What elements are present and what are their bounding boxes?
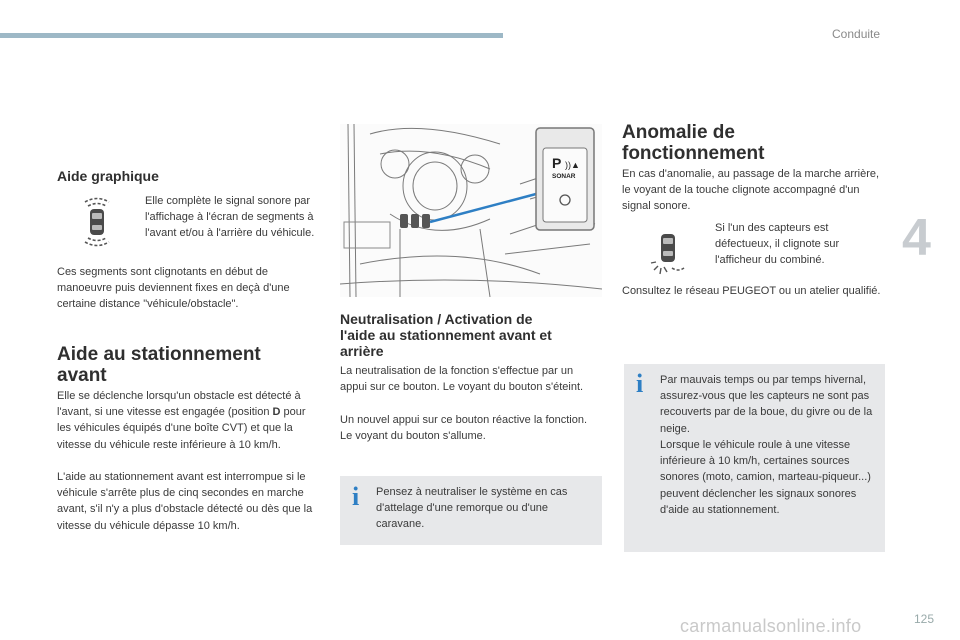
heading-line: l'aide au stationnement avant et [340, 327, 552, 343]
car-sensor-segments-icon [82, 196, 112, 248]
button-glyph: P [552, 155, 562, 171]
heading-line: arrière [340, 343, 384, 359]
chapter-number: 4 [902, 209, 931, 267]
section-color-bar [0, 33, 503, 38]
heading-line: avant [57, 365, 107, 386]
info-icon: i [636, 369, 644, 398]
info-text-2: Lorsque le véhicule roule à une vitesse inférieure à 10 km/h, certaines sources sonores (moto, camion, marteau-piqueur...) peuvent déclencher les signaux sonores d'aide au stationnement. [660, 439, 871, 516]
anomalie-para1: En cas d'anomalie, au passage de la marche arrière, le voyant de la touche clignote accompagné d'un signal sonore. [622, 168, 880, 213]
watermark: carmanualsonline.info [680, 616, 862, 636]
text-run: pour les véhicules équipés d'une boîte CVT) et que la vitesse du véhicule reste inférieure à 10 km/h. [57, 406, 306, 451]
aide-stationnement-para2: L'aide au stationnement avant est interrompue si le véhicule s'arrête plus de cinq secondes en marche avant, s'il n'y a plus d'obstacle détecté ou dès que la vitesse du véhicule dépasse 10 km/h. [57, 471, 313, 532]
button-label: SONAR [552, 173, 576, 180]
info-box-remorque [340, 476, 602, 545]
text-run-bold: D [272, 406, 281, 419]
neutralisation-para2: Un nouvel appui sur ce bouton réactive la fonction. Le voyant du bouton s'allume. [340, 414, 588, 443]
heading-neutralisation [340, 311, 602, 359]
heading-line: Anomalie de [622, 122, 735, 143]
info-text: Pensez à neutraliser le système en cas d'attelage d'une remorque ou d'une caravane. [376, 486, 568, 531]
heading-line: Neutralisation / Activation de [340, 311, 533, 327]
aide-graphique-body: Ces segments sont clignotants en début de manoeuvre puis deviennent fixes en deçà d'une certaine distance "véhicule/obstacle". [57, 266, 290, 311]
info-icon: i [352, 482, 360, 511]
aide-stationnement-para1 [57, 388, 319, 453]
heading-aide-stationnement-avant [57, 344, 317, 386]
neutralisation-para1: La neutralisation de la fonction s'effectue par un appui sur ce bouton. Le voyant du bouton s'éteint. [340, 365, 584, 394]
heading-line: fonctionnement [622, 143, 765, 164]
heading-aide-graphique: Aide graphique [57, 168, 159, 184]
car-sensor-fault-icon [650, 226, 686, 278]
heading-anomalie [622, 122, 884, 164]
heading-line: Aide au stationnement [57, 344, 261, 365]
dashboard-illustration [340, 124, 602, 297]
page-number: 125 [914, 612, 935, 626]
dashboard-drawing [340, 124, 602, 297]
info-text-1: Par mauvais temps ou par temps hivernal, assurez-vous que les capteurs ne sont pas recouverts par de la boue, du givre ou de la neige. [660, 374, 873, 435]
aide-graphique-icon-text: Elle complète le signal sonore par l'affichage à l'écran de segments à l'avant et/ou à l'arrière du véhicule. [145, 195, 315, 240]
info-box-capteurs [624, 364, 885, 552]
section-title: Conduite [832, 27, 881, 41]
anomalie-icon-text: Si l'un des capteurs est défectueux, il clignote sur l'afficheur du combiné. [715, 222, 840, 267]
text-run: Elle se déclenche lorsqu'un obstacle est détecté à l'avant, si une vitesse est engagée (position [57, 390, 301, 419]
svg-text:))▲: ))▲ [565, 160, 580, 170]
anomalie-para2: Consultez le réseau PEUGEOT ou un atelier qualifié. [622, 285, 881, 297]
